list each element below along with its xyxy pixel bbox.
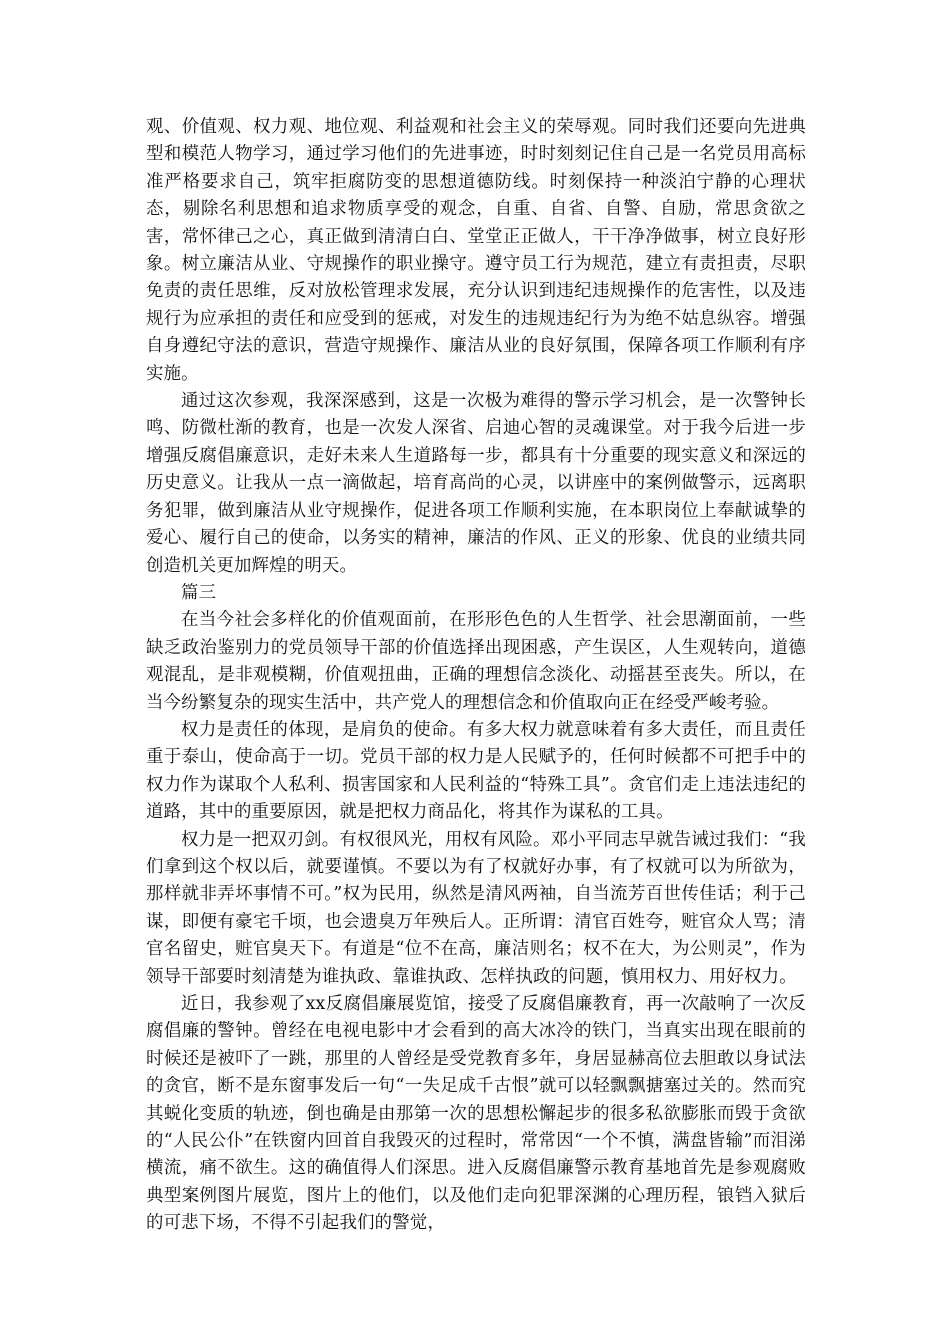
paragraph-visit-reflection: 通过这次参观，我深深感到，这是一次极为难得的警示学习机会，是一次警钟长鸣、防微杜渐的教育，也是一次发人深省、启迪心智的灵魂课堂。对于我今后进一步增强反腐倡廉意识，走好未来人生道路每一步，都具有十分重要的现实意义和深远的历史意义。让我从一点一滴做起，培育高尚的心灵，以讲座中的案例做警示，远离职务犯罪，做到廉洁从业守规操作，促进各项工作顺利实施，在本职岗位上奉献诚挚的爱心、履行自己的使命，以务实的精神，廉洁的作风、正义的形象、优良的业绩共同创造机关更加辉煌的明天。: [146, 391, 806, 576]
paragraph-values: 在当今社会多样化的价值观面前，在形形色色的人生哲学、社会思潮面前，一些缺乏政治鉴别力的党员领导干部的价值选择出现困惑，产生误区，人生观转向，道德观混乱，是非观模糊，价值观扭曲，正确的理想信念淡化、动摇甚至丧失。所以，在当今纷繁复杂的现实生活中，共产党人的理想信念和价值取向正在经受严峻考验。: [146, 610, 806, 713]
paragraph-double-edged-sword: 权力是一把双刃剑。有权很风光，用权有风险。邓小平同志早就告诫过我们：“我们拿到这个权以后，就要谨慎。不要以为有了权就好办事，有了权就可以为所欲为，那样就非弄坏事情不可。”权为民用，纵然是清风两袖，自当流芳百世传佳话；利于己谋，即便有豪宅千顷，也会遗臭万年殃后人。正所谓：清官百姓夸，赃官众人骂；清官名留史，赃官臭天下。有道是“位不在高，廉洁则名；权不在大，为公则灵”，作为领导干部要时刻清楚为谁执政、靠谁执政、怎样执政的问题，慎用权力、用好权力。: [146, 829, 806, 987]
paragraph-continuation: 观、价值观、权力观、地位观、利益观和社会主义的荣辱观。同时我们还要向先进典型和模范人物学习，通过学习他们的先进事迹，时时刻刻记住自己是一名党员用高标准严格要求自己，筑牢拒腐防变的思想道德防线。时刻保持一种淡泊宁静的心理状态，剔除名利思想和追求物质享受的观念，自重、自省、自警、自励，常思贪欲之害，常怀律己之心，真正做到清清白白、堂堂正正做人，干干净净做事，树立良好形象。树立廉洁从业、守规操作的职业操守。遵守员工行为规范，建立有责担责，尽职免责的责任思维，反对放松管理求发展，充分认识到违纪违规操作的危害性，以及违规行为应承担的责任和应受到的惩戒，对发生的违规违纪行为为绝不姑息纵容。增强自身遵纪守法的意识，营造守规操作、廉洁从业的良好氛围，保障各项工作顺利有序实施。: [146, 117, 806, 384]
document-page: [146, 114, 806, 1238]
paragraph-exhibition-visit: 近日，我参观了xx反腐倡廉展览馆，接受了反腐倡廉教育，再一次敲响了一次反腐倡廉的警钟。曾经在电视电影中才会看到的高大冰冷的铁门，当真实出现在眼前的时候还是被吓了一跳，那里的人曾经是受党教育多年，身居显赫高位去胆敢以身试法的贪官，断不是东窗事发后一句“一失足成千古恨”就可以轻飘飘搪塞过关的。然而究其蜕化变质的轨迹，倒也确是由那第一次的思想松懈起步的很多私欲膨胀而毁于贪欲的“人民公仆”在铁窗内回首自我毁灭的过程时，常常因“一个不慎，满盘皆输”而泪涕横流，痛不欲生。这的确值得人们深思。进入反腐倡廉警示教育基地首先是参观腐败典型案例图片展览，图片上的他们，以及他们走向犯罪深渊的心理历程，锒铛入狱后的可悲下场，不得不引起我们的警觉，: [146, 994, 806, 1234]
section-heading: 篇三: [181, 582, 217, 603]
paragraph-power-responsibility: 权力是责任的体现，是肩负的使命。有多大权力就意味着有多大责任，而且责任重于泰山，使命高于一切。党员干部的权力是人民赋予的，任何时候都不可把手中的权力作为谋取个人私利、损害国家和人民利益的“特殊工具”。贪官们走上违法违纪的道路，其中的重要原因，就是把权力商品化，将其作为谋私的工具。: [146, 719, 806, 823]
